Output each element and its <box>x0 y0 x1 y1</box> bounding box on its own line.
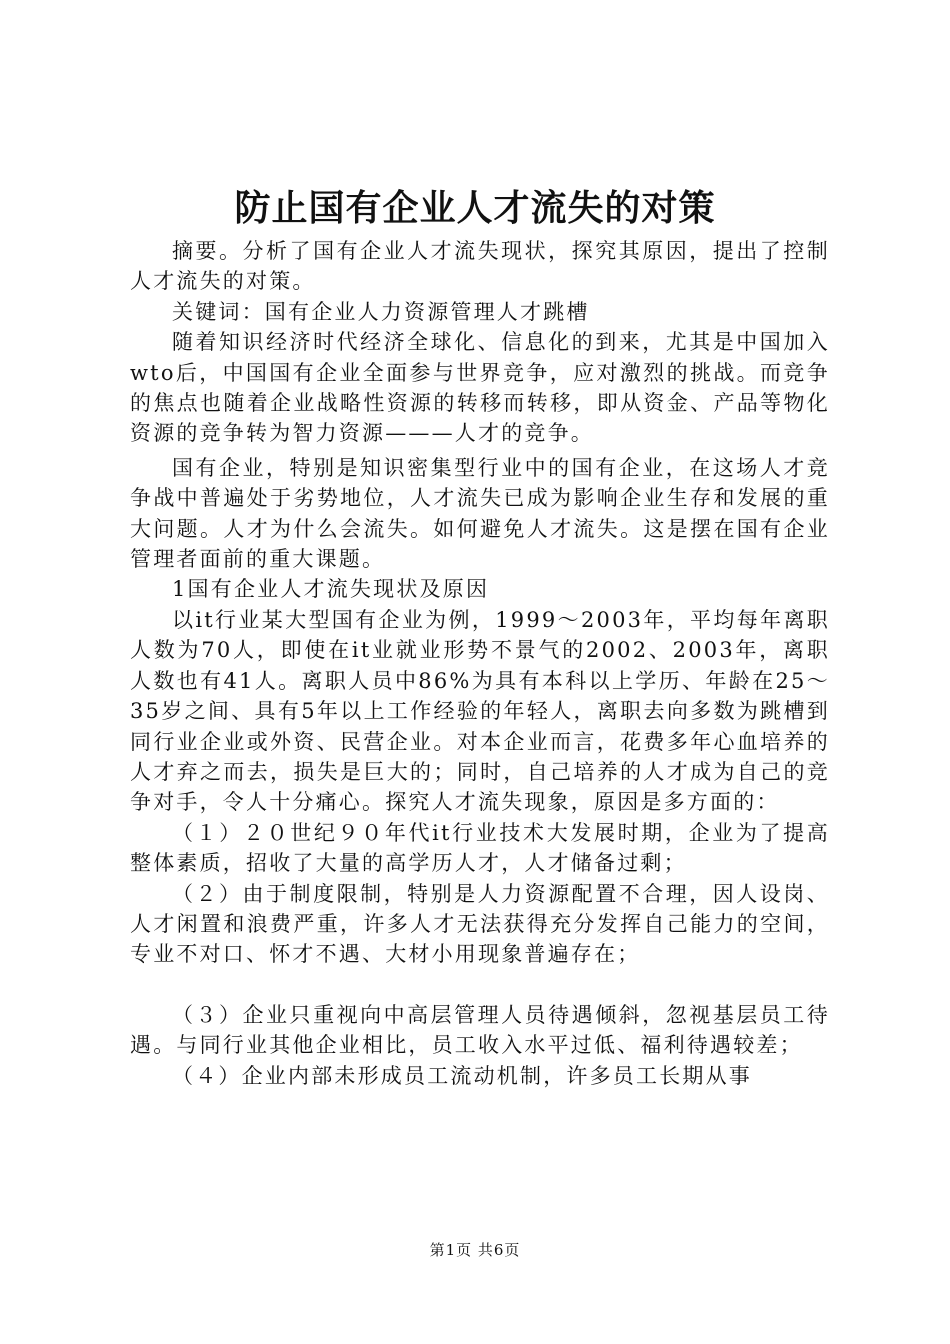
list-item: （３）企业只重视向中高层管理人员待遇倾斜，忽视基层员工待遇。与同行业其他企业相比，员工收入水平过低、福利待遇较差； <box>130 1002 830 1058</box>
keywords-paragraph: 关键词：国有企业人力资源管理人才跳槽 <box>172 299 590 324</box>
abstract-paragraph: 摘要。分析了国有企业人才流失现状，探究其原因，提出了控制人才流失的对策。 <box>130 239 830 294</box>
document-body <box>130 236 830 1091</box>
body-paragraph: 以it行业某大型国有企业为例，1999～2003年，平均每年离职人数为70人，即使在it业就业形势不景气的2002、2003年，离职人数也有41人。离职人员中86%为具有本科以上学历、年龄在25～35岁之间、具有5年以上工作经验的年轻人，离职去向多数为跳槽到同行业企业或外资、民营企业。对本企业而言，花费多年心血培养的人才弃之而去，损失是巨大的；同时，自己培养的人才成为自己的竞争对手，令人十分痛心。探究人才流失现象，原因是多方面的： <box>130 607 830 815</box>
list-item: （１）２０世纪９０年代it行业技术大发展时期，企业为了提高整体素质，招收了大量的高学历人才，人才储备过剩； <box>130 820 830 876</box>
body-paragraph: 随着知识经济时代经济全球化、信息化的到来，尤其是中国加入wto后，中国国有企业全面参与世界竞争，应对激烈的挑战。而竞争的焦点也随着企业战略性资源的转移而转移，即从资金、产品等物化资源的竞争转为智力资源———人才的竞争。 <box>130 330 830 446</box>
section-heading: 1国有企业人才流失现状及原因 <box>172 577 490 602</box>
document-title: 防止国有企业人才流失的对策 <box>234 187 716 229</box>
list-item: （４）企业内部未形成员工流动机制，许多员工长期从事 <box>172 1063 752 1088</box>
body-paragraph: 国有企业，特别是知识密集型行业中的国有企业，在这场人才竞争战中普遍处于劣势地位，人才流失已成为影响企业生存和发展的重大问题。人才为什么会流失。如何避免人才流失。这是摆在国有企业管理者面前的重大课题。 <box>130 455 830 572</box>
list-item: （２）由于制度限制，特别是人力资源配置不合理，因人设岗、人才闲置和浪费严重，许多人才无法获得充分发挥自己能力的空间，专业不对口、怀才不遇、大材小用现象普遍存在； <box>130 881 830 967</box>
page-number: 第1页 共6页 <box>429 1241 521 1259</box>
